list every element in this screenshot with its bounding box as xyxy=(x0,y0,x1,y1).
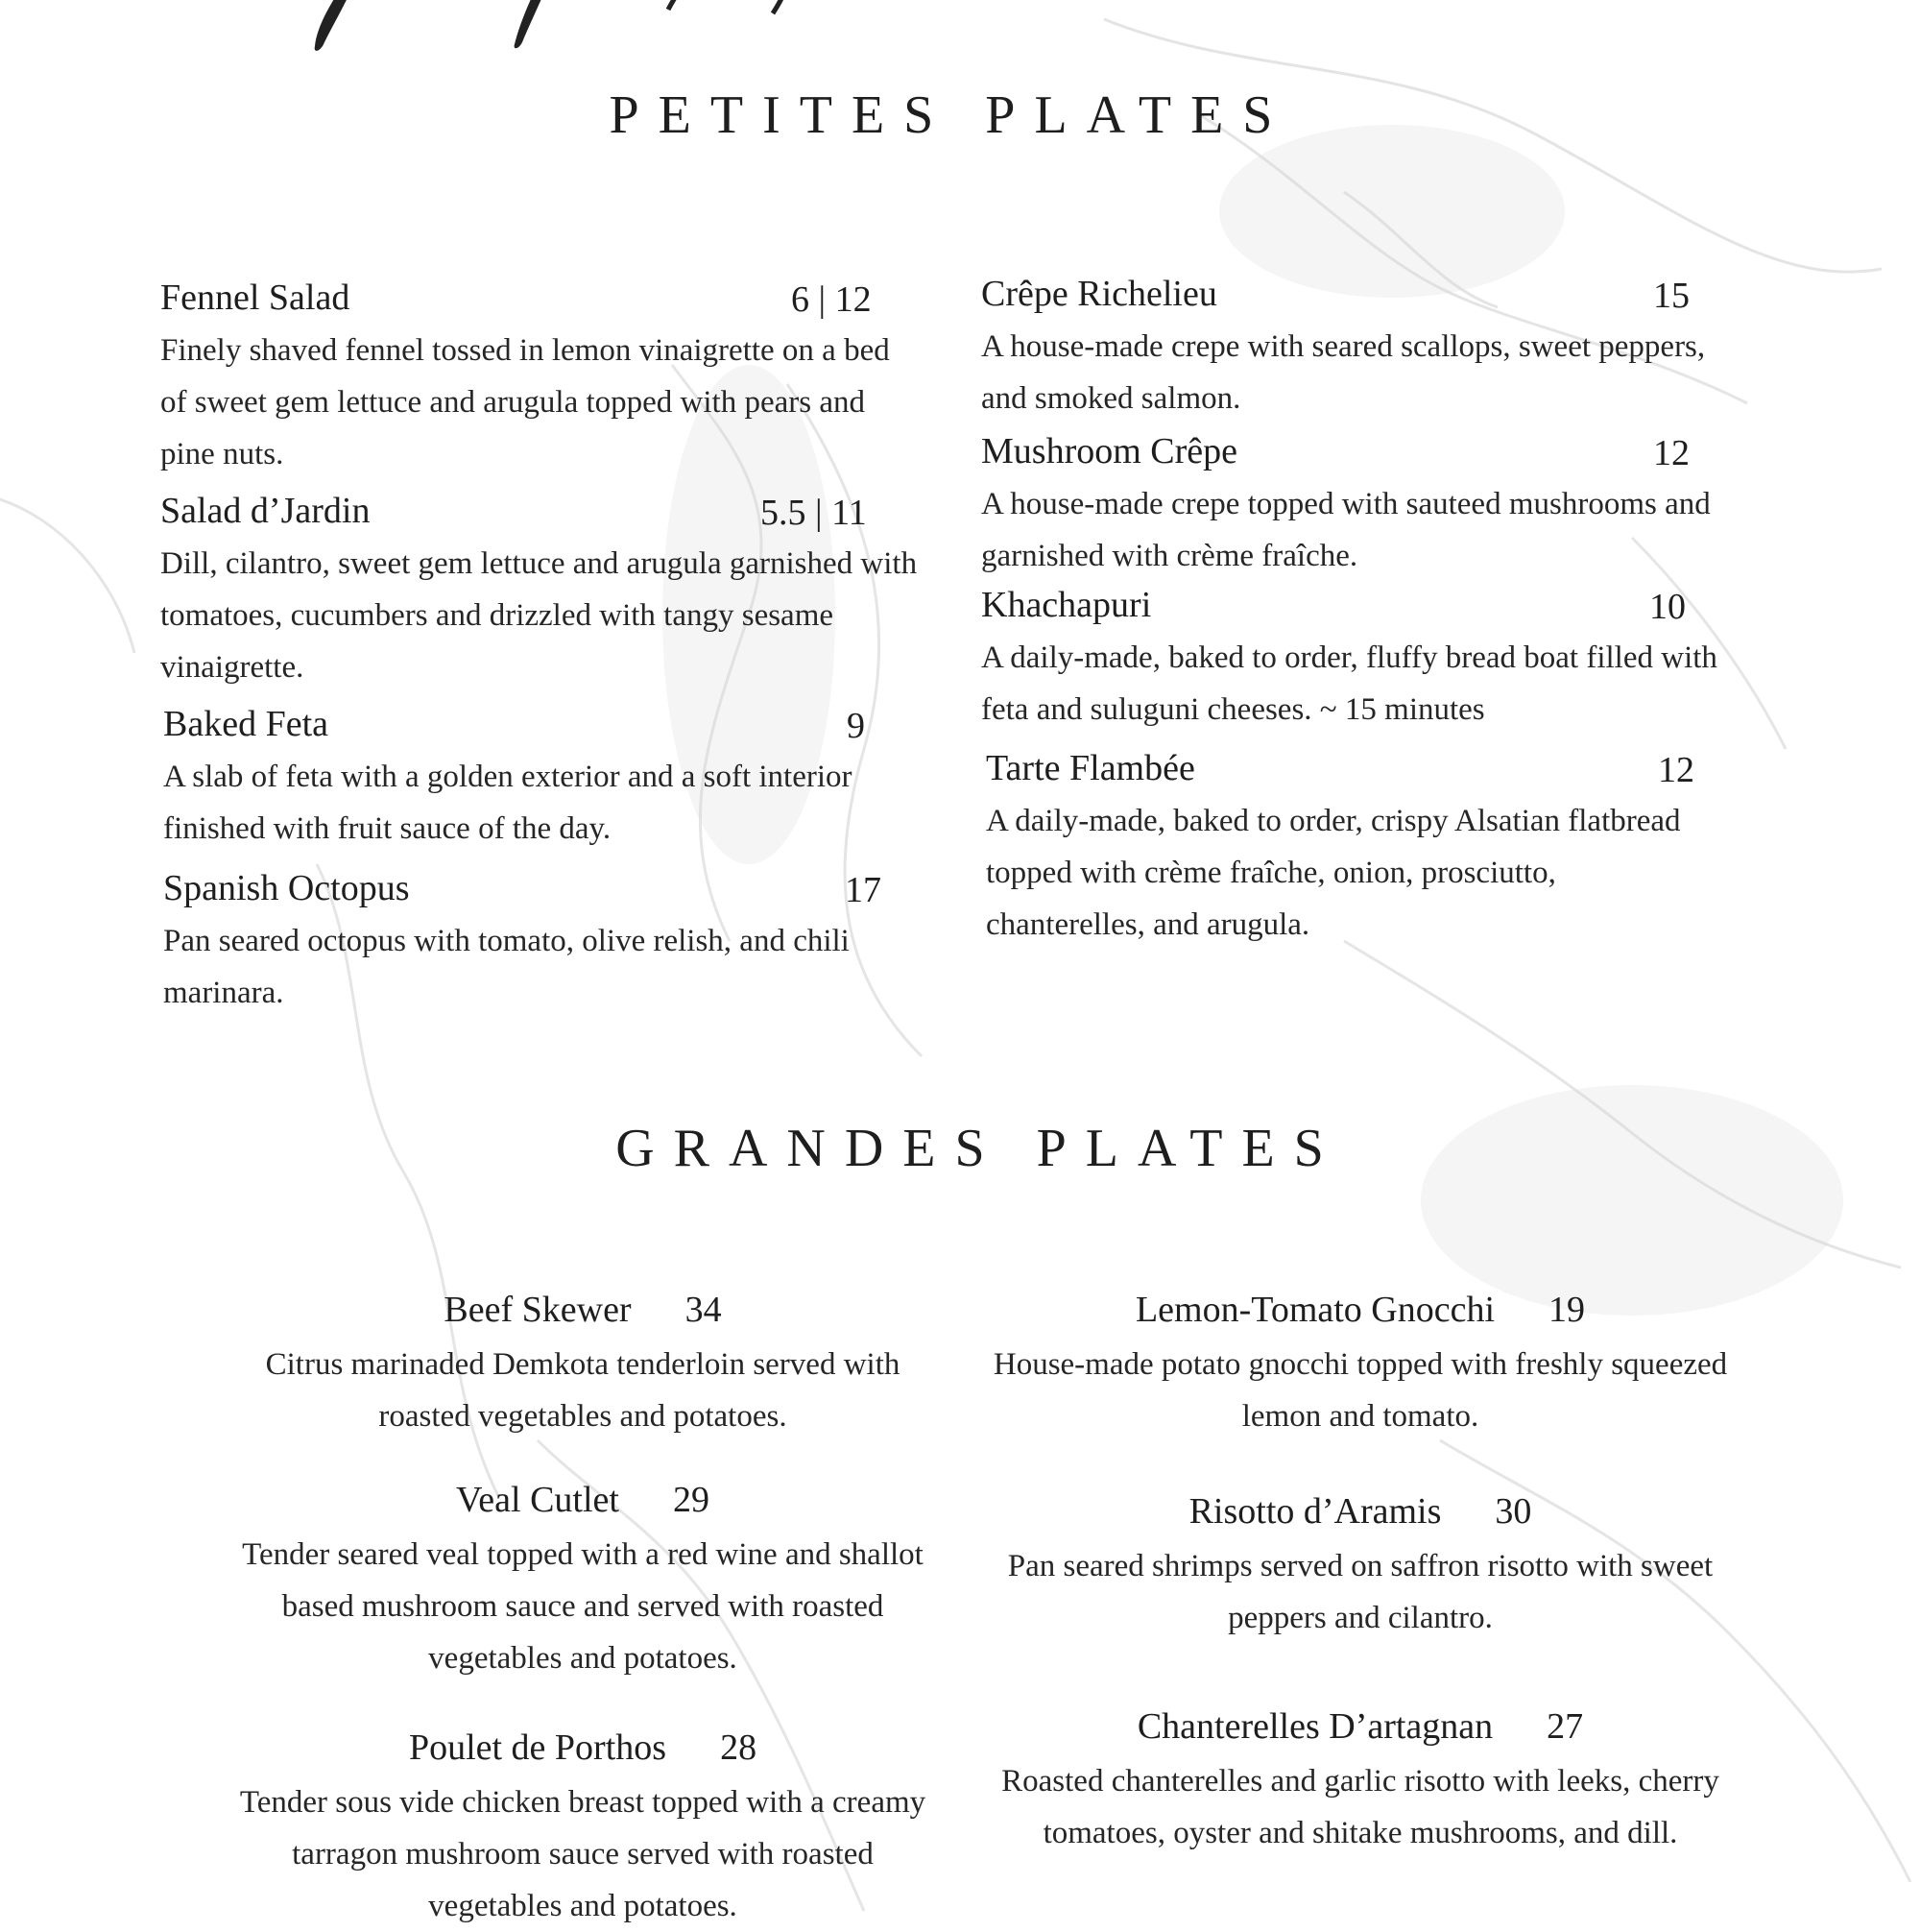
item-description: Tender seared veal topped with a red wine and shallot based mushroom sauce and served with roasted vegetables and potatoes. xyxy=(242,1537,924,1676)
item-price: 29 xyxy=(672,1480,709,1520)
menu-item xyxy=(223,1727,943,1932)
menu-item xyxy=(160,277,919,480)
menu-item xyxy=(163,703,874,855)
item-price: 17 xyxy=(845,870,881,910)
menu-item xyxy=(986,747,1694,951)
item-name: Tarte Flambée xyxy=(986,748,1195,788)
item-name: Chanterelles D’artagnan xyxy=(1137,1706,1494,1747)
item-price: 10 xyxy=(1649,587,1686,627)
script-logo xyxy=(288,0,1248,67)
item-description: Pan seared octopus with tomato, olive relish, and chili marinara. xyxy=(163,924,850,1010)
item-name: Poulet de Porthos xyxy=(408,1727,667,1768)
item-name: Mushroom Crêpe xyxy=(981,431,1238,471)
menu-item xyxy=(223,1479,943,1684)
item-description: A slab of feta with a golden exterior and a soft interior finished with fruit sauce of the day. xyxy=(163,760,852,846)
item-description: House-made potato gnocchi topped with freshly squeezed lemon and tomato. xyxy=(993,1347,1728,1434)
item-name: Khachapuri xyxy=(981,585,1152,625)
menu-item xyxy=(991,1289,1730,1442)
menu-item xyxy=(163,867,893,1019)
item-price: 9 xyxy=(847,706,865,746)
item-name: Beef Skewer xyxy=(444,1290,632,1330)
item-name: Crêpe Richelieu xyxy=(981,274,1217,314)
menu-item xyxy=(981,430,1778,582)
item-price: 34 xyxy=(684,1290,722,1330)
item-name: Fennel Salad xyxy=(160,278,350,318)
item-description: Dill, cilantro, sweet gem lettuce and arugula garnished with tomatoes, cucumbers and drizzled with tangy sesame vinaigrette. xyxy=(160,546,918,685)
item-description: Citrus marinaded Demkota tenderloin served with roasted vegetables and potatoes. xyxy=(265,1347,900,1434)
item-price: 12 xyxy=(1658,750,1694,790)
menu-item xyxy=(991,1705,1730,1859)
grandes-plates-title: GRANDES PLATES xyxy=(615,1119,1343,1178)
item-description: A daily-made, baked to order, fluffy bread boat filled with feta and suluguni cheeses. ~ 15 minutes xyxy=(981,640,1717,727)
item-name: Baked Feta xyxy=(163,704,329,744)
item-price: 27 xyxy=(1547,1706,1584,1747)
item-price: 30 xyxy=(1495,1491,1532,1532)
item-name: Salad d’Jardin xyxy=(160,491,371,531)
item-price: 6 | 12 xyxy=(791,279,872,320)
menu-item xyxy=(160,490,919,693)
item-description: Tender sous vide chicken breast topped with a creamy tarragon mushroom sauce served with roasted vegetables and potatoes. xyxy=(239,1785,926,1923)
item-name: Spanish Octopus xyxy=(163,868,410,908)
menu-item xyxy=(981,273,1711,424)
item-description: A daily-made, baked to order, crispy Alsatian flatbread topped with crème fraîche, onion, prosciutto, chanterelles, and arugula. xyxy=(986,804,1681,942)
item-price: 28 xyxy=(720,1727,757,1768)
item-name: Veal Cutlet xyxy=(456,1480,619,1520)
item-name: Lemon-Tomato Gnocchi xyxy=(1135,1290,1496,1330)
item-price: 12 xyxy=(1653,433,1690,473)
petites-plates-title: PETITES PLATES xyxy=(609,85,1292,145)
item-price: 5.5 | 11 xyxy=(760,493,867,533)
item-name: Risotto d’Aramis xyxy=(1188,1491,1442,1532)
item-price: 15 xyxy=(1653,276,1690,316)
item-description: Roasted chanterelles and garlic risotto with leeks, cherry tomatoes, oyster and shitake mushrooms, and dill. xyxy=(1001,1764,1719,1850)
item-price: 19 xyxy=(1548,1290,1586,1330)
menu-item xyxy=(991,1490,1730,1644)
menu-item xyxy=(981,584,1749,736)
item-description: A house-made crepe with seared scallops, sweet peppers, and smoked salmon. xyxy=(981,329,1706,416)
item-description: Finely shaved fennel tossed in lemon vinaigrette on a bed of sweet gem lettuce and arugula topped with pears and pine nuts. xyxy=(160,333,890,471)
menu-item xyxy=(223,1289,943,1442)
item-description: A house-made crepe topped with sauteed mushrooms and garnished with crème fraîche. xyxy=(981,487,1711,573)
item-description: Pan seared shrimps served on saffron risotto with sweet peppers and cilantro. xyxy=(1007,1549,1714,1635)
